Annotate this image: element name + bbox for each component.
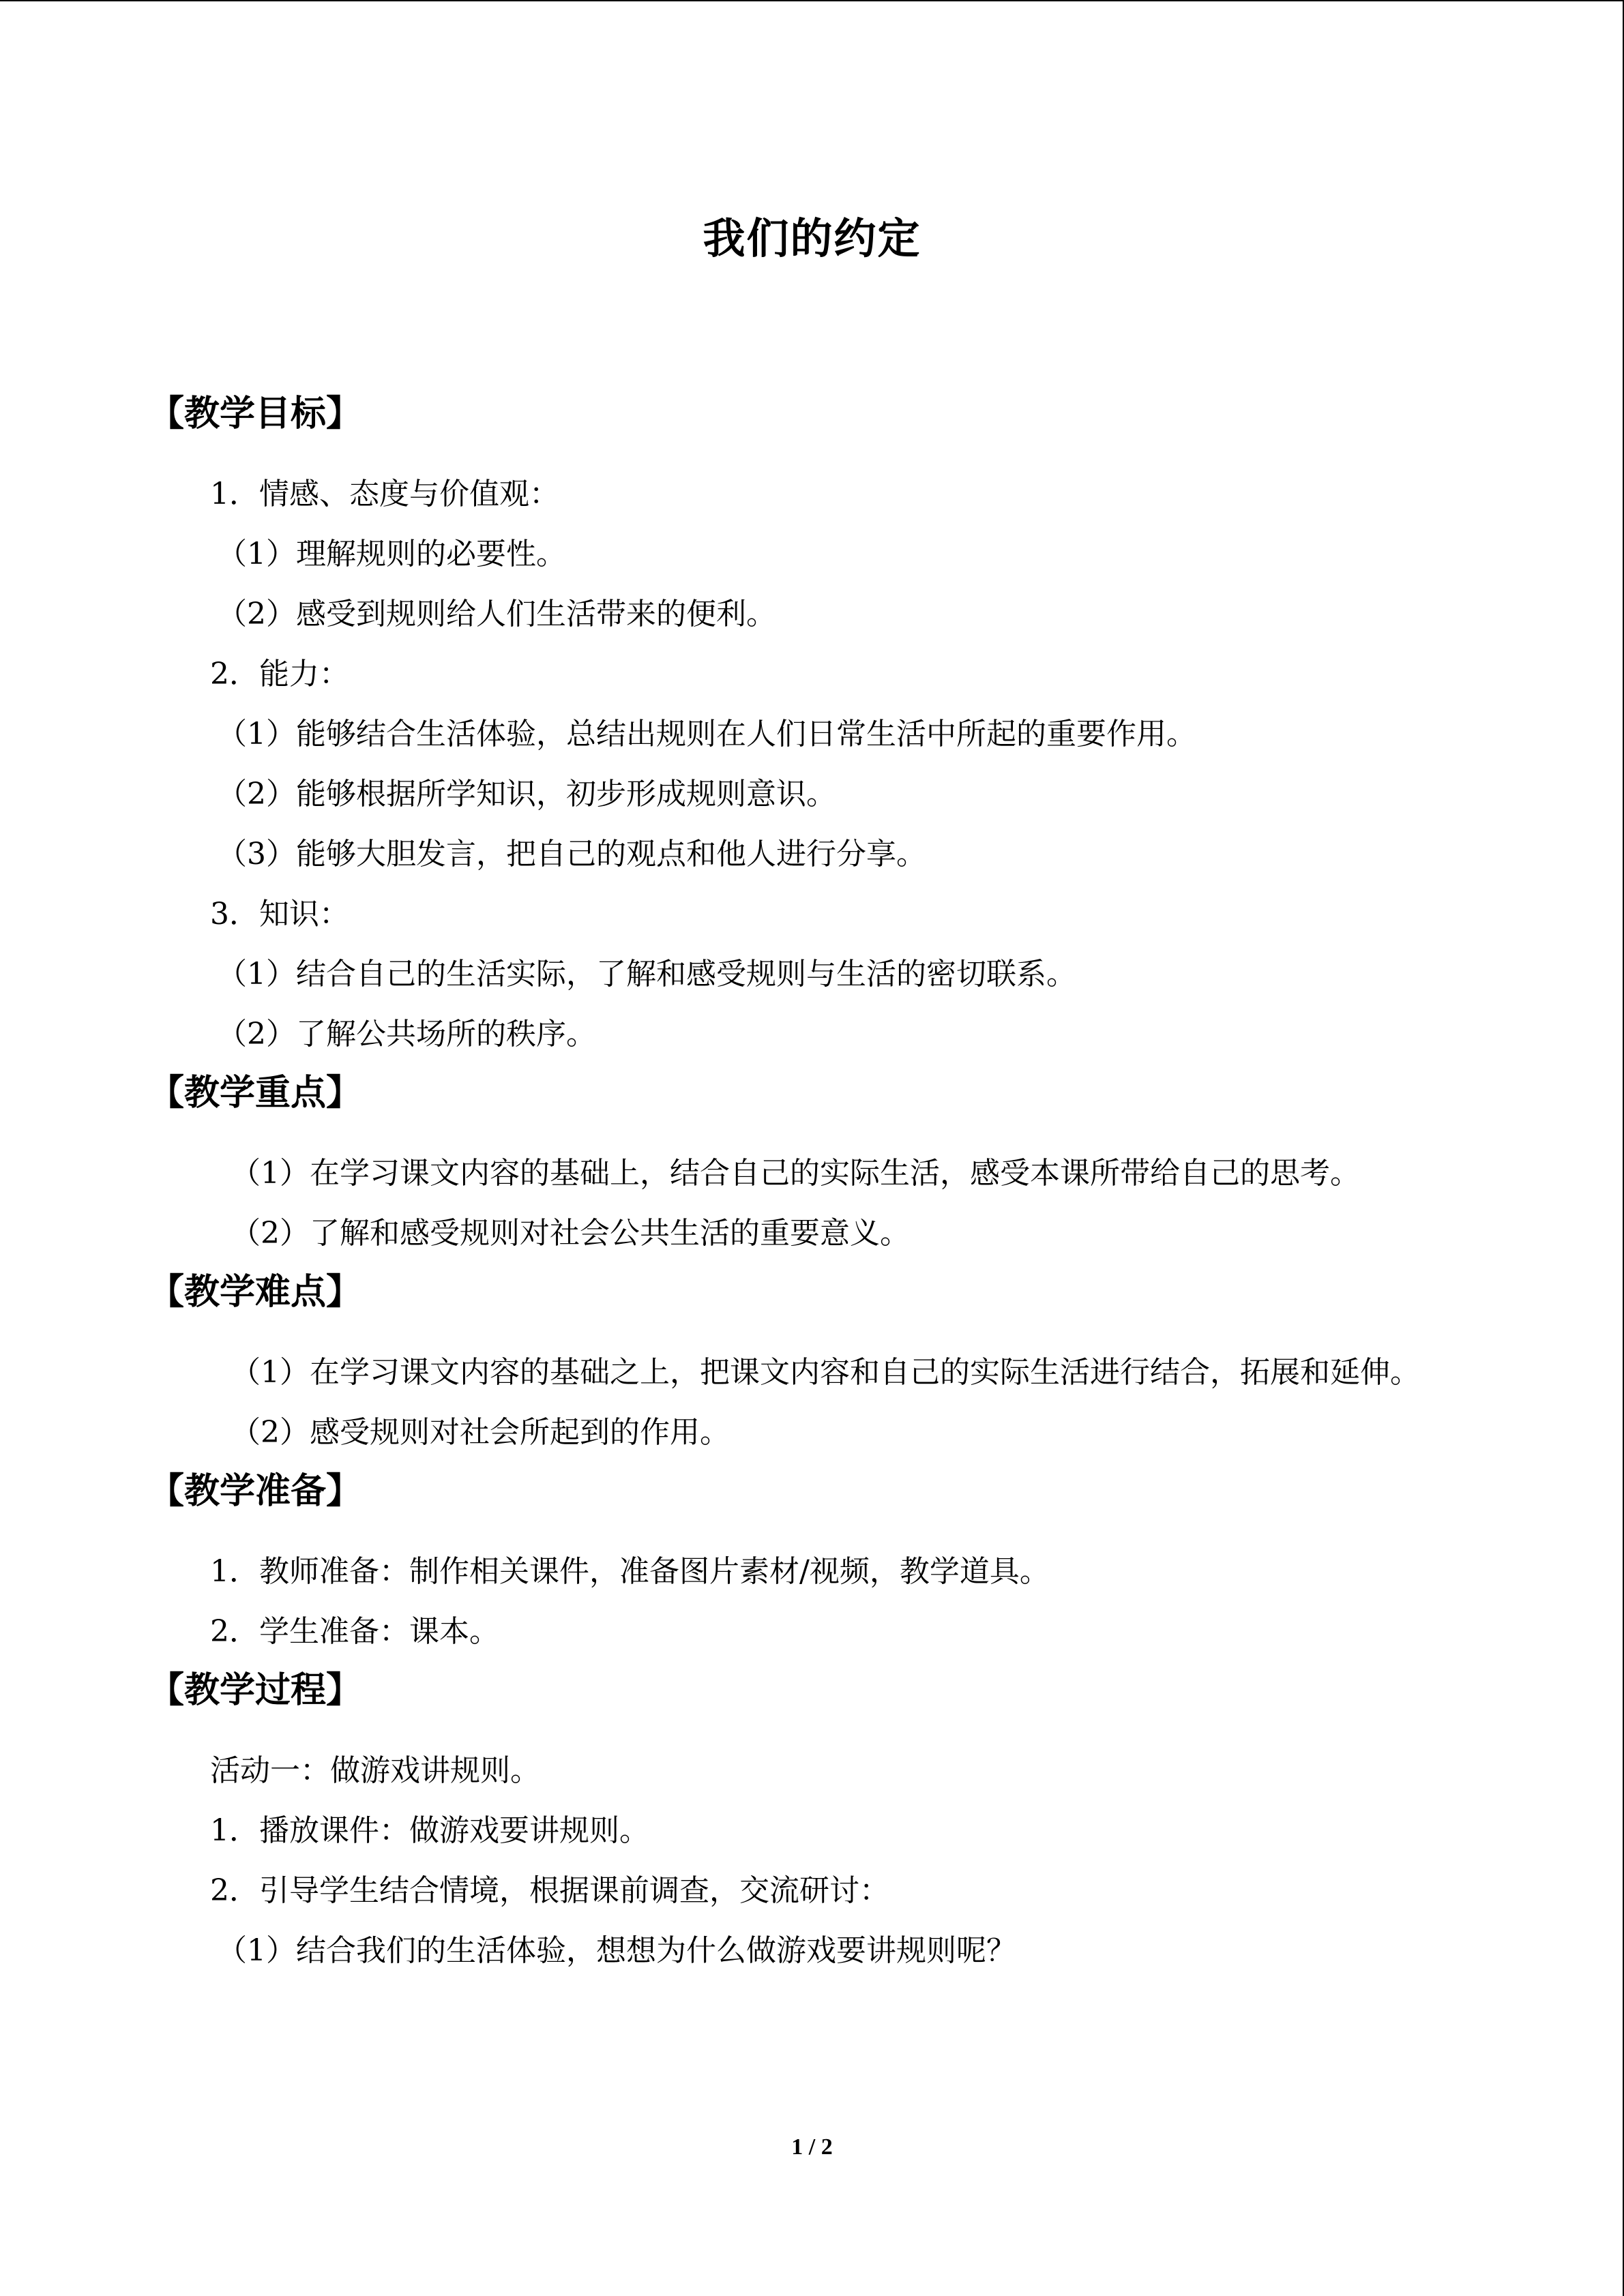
document-title: 我们的约定 [703, 213, 921, 263]
section-heading-key-points: 【教学重点】 [149, 1072, 362, 1114]
objective-line: （1）理解规则的必要性。 [217, 537, 566, 571]
process-line: 1．播放课件：做游戏要讲规则。 [210, 1813, 649, 1848]
objective-line: （2）能够根据所学知识，初步形成规则意识。 [217, 777, 836, 811]
objective-line: （2）了解公共场所的秩序。 [217, 1017, 596, 1052]
section-heading-preparation: 【教学准备】 [149, 1470, 362, 1512]
document-body [149, 385, 1445, 1981]
key-point-line: （1）在学习课文内容的基础上，结合自己的实际生活，感受本课所带给自己的思考。 [231, 1156, 1360, 1191]
section-heading-objectives: 【教学目标】 [149, 393, 362, 434]
process-line: 活动一：做游戏讲规则。 [210, 1753, 540, 1788]
process-line: （1）结合我们的生活体验，想想为什么做游戏要讲规则呢？ [217, 1933, 1016, 1968]
difficulty-line: （2）感受规则对社会所起到的作用。 [231, 1415, 730, 1450]
objective-line: （2）感受到规则给人们生活带来的便利。 [217, 597, 776, 631]
section-heading-difficulties: 【教学难点】 [149, 1271, 362, 1313]
objective-line: （1）结合自己的生活实际，了解和感受规则与生活的密切联系。 [217, 957, 1076, 992]
objective-line: （1）能够结合生活体验，总结出规则在人们日常生活中所起的重要作用。 [217, 717, 1196, 751]
objective-line: （3）能够大胆发言，把自己的观点和他人进行分享。 [217, 837, 926, 871]
key-point-line: （2）了解和感受规则对社会公共生活的重要意义。 [231, 1216, 910, 1251]
difficulty-line: （1）在学习课文内容的基础之上，把课文内容和自己的实际生活进行结合，拓展和延伸。 [231, 1355, 1420, 1390]
objective-line: 1．情感、态度与价值观： [210, 477, 559, 511]
section-heading-process: 【教学过程】 [149, 1669, 362, 1711]
preparation-line: 2．学生准备：课本。 [210, 1614, 499, 1649]
preparation-line: 1．教师准备：制作相关课件，准备图片素材/视频，教学道具。 [210, 1554, 1050, 1589]
process-line: 2．引导学生结合情境，根据课前调查，交流研讨： [210, 1873, 889, 1908]
objective-line: 3．知识： [210, 897, 349, 931]
page-number: 1 / 2 [791, 2134, 833, 2160]
objective-line: 2．能力： [210, 657, 349, 691]
